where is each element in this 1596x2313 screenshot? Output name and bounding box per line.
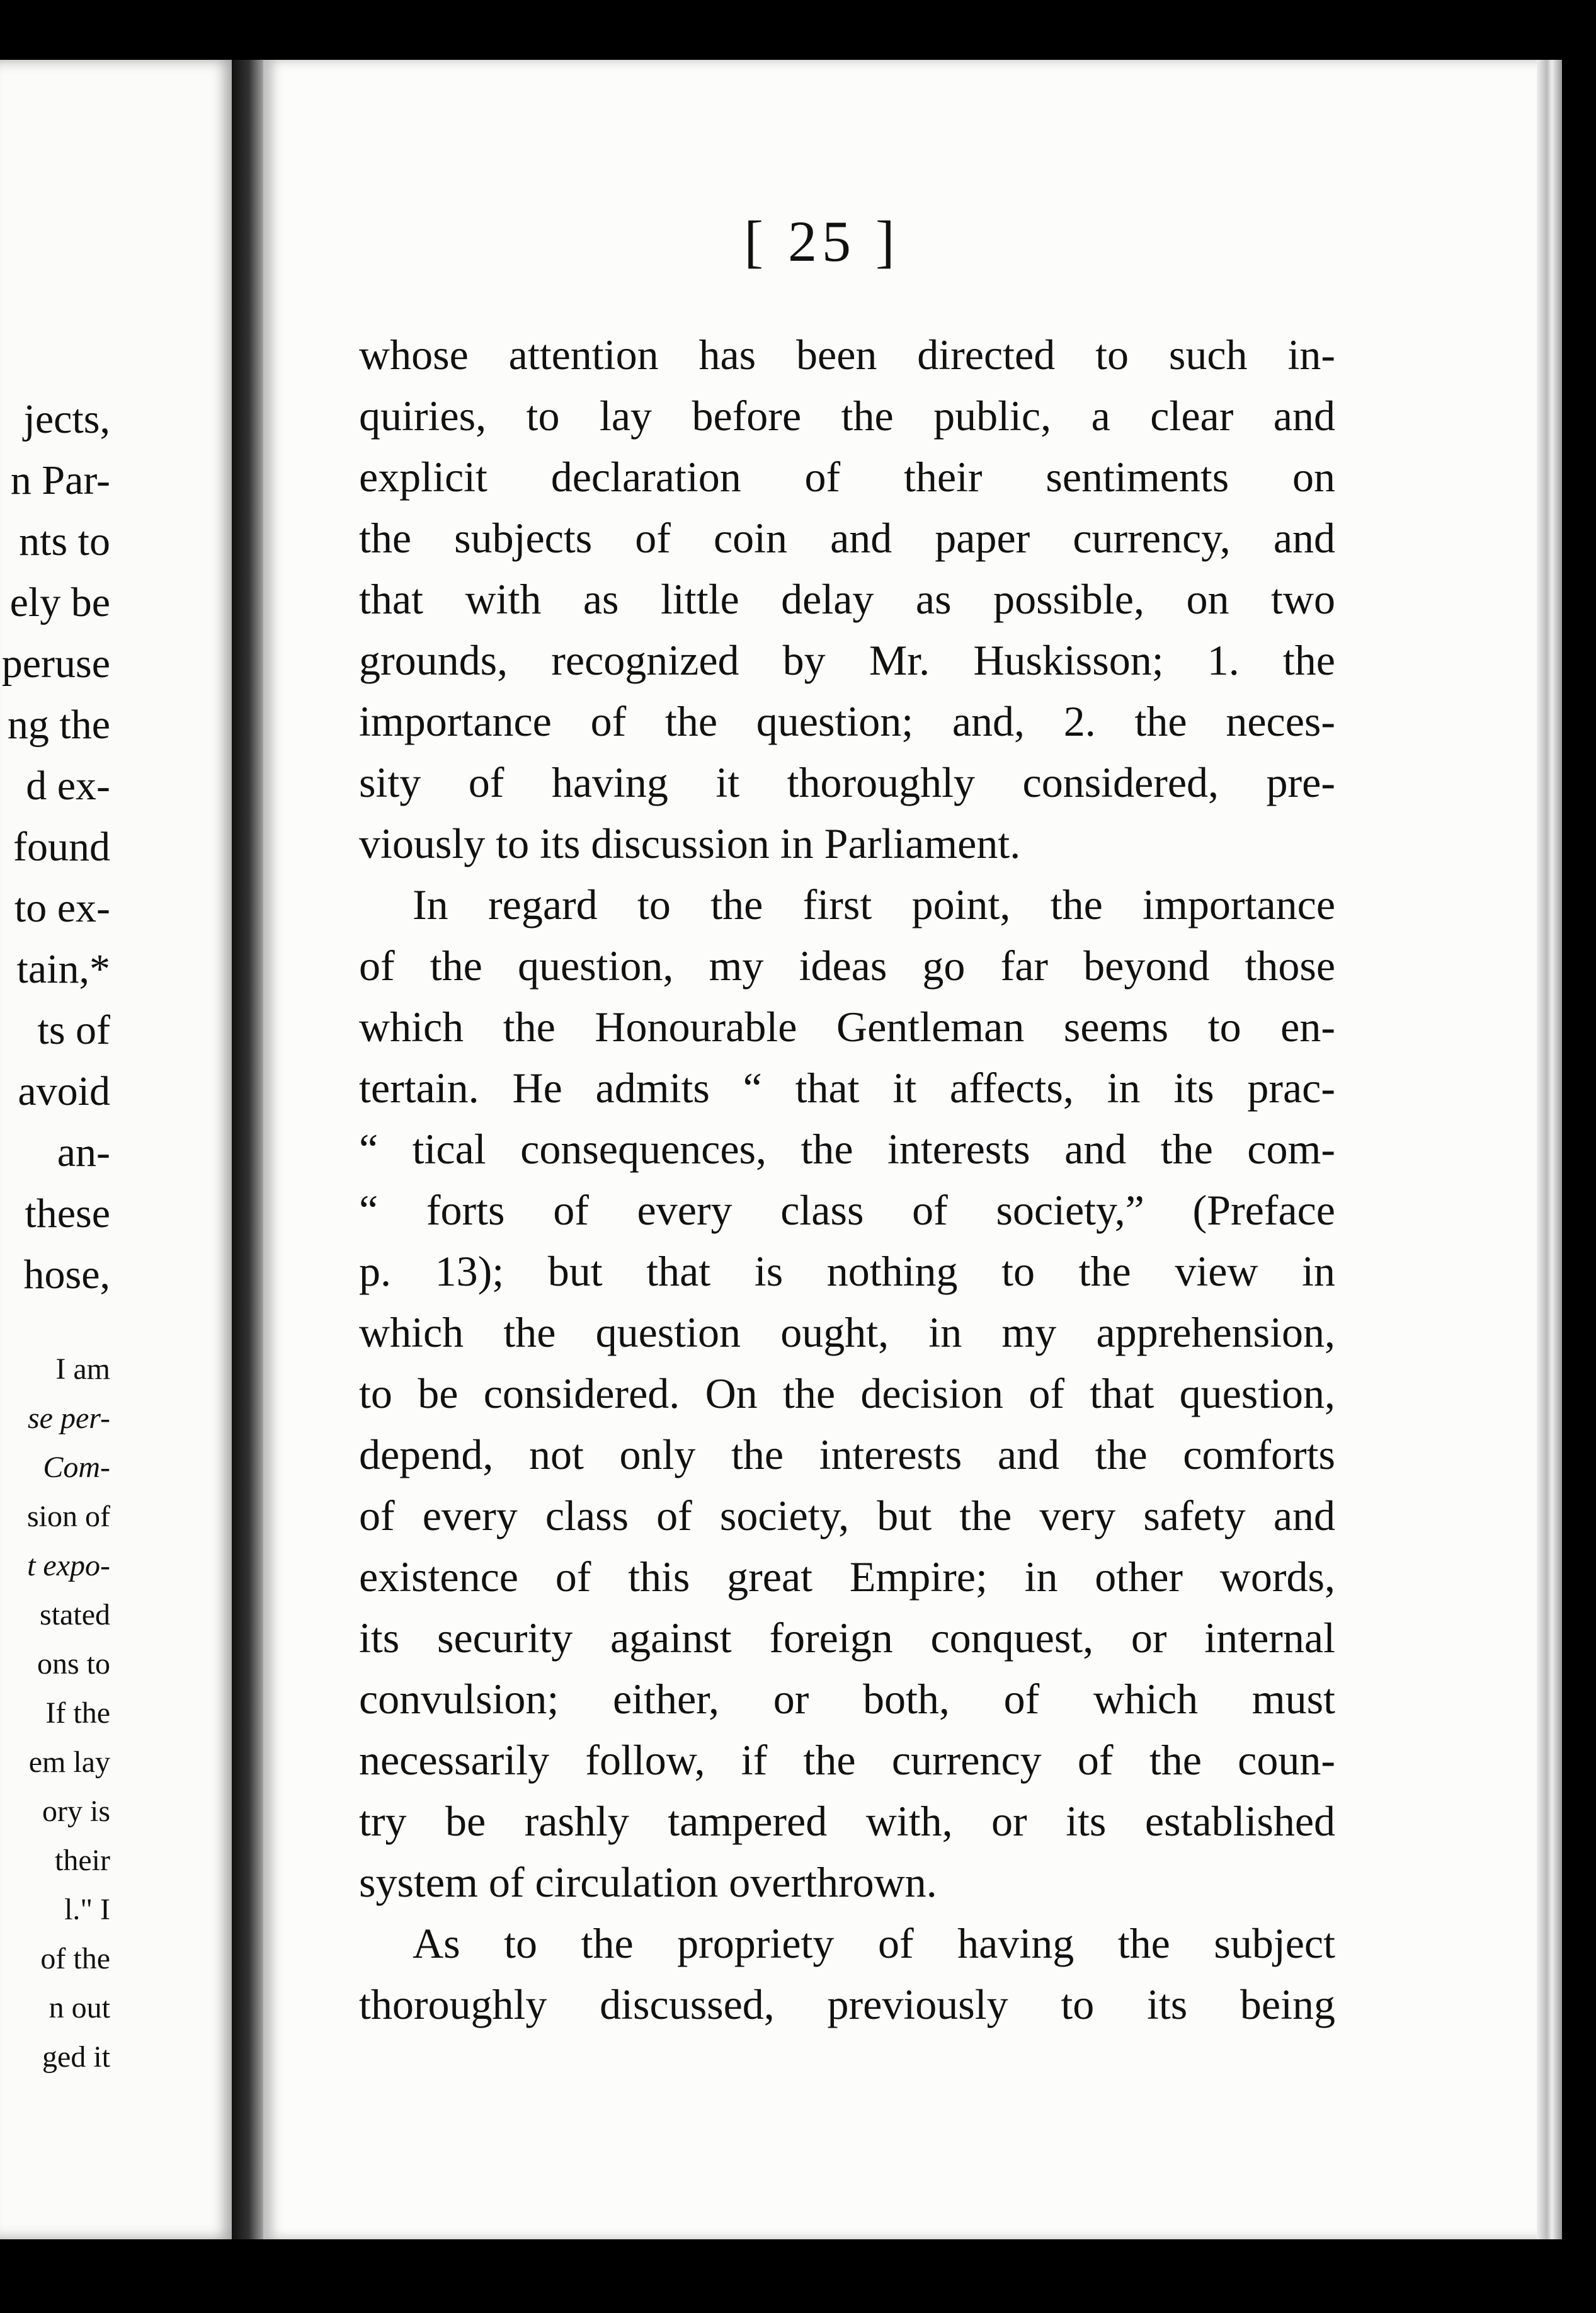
left-note-line: stated: [40, 1598, 110, 1631]
left-line: these: [25, 1191, 110, 1236]
left-note-line: se per-: [28, 1402, 110, 1435]
left-line: ts of: [37, 1007, 110, 1053]
left-line: found: [13, 824, 110, 870]
left-line: ng the: [7, 702, 110, 748]
text-line: As to the propriety of having the subject: [413, 1919, 1335, 1967]
left-line: avoid: [18, 1068, 110, 1114]
left-line: jects,: [23, 396, 110, 442]
left-note-line: ons to: [37, 1647, 110, 1681]
text-line: In regard to the first point, the importance: [413, 881, 1335, 928]
text-line: of the question, my ideas go far beyond those: [359, 942, 1335, 990]
text-line: grounds, recognized by Mr. Huskisson; 1. the: [359, 636, 1335, 684]
text-line: which the question ought, in my apprehension,: [359, 1308, 1335, 1356]
left-note-line: t expo-: [27, 1549, 110, 1582]
text-line: viously to its discussion in Parliament.: [359, 820, 1021, 867]
left-page-body: [0, 389, 110, 1305]
paragraph: [359, 324, 1335, 874]
left-line: to ex-: [14, 885, 110, 931]
text-line: whose attention has been directed to such in-: [359, 331, 1335, 379]
text-line: p. 13); but that is nothing to the view in: [359, 1247, 1335, 1295]
text-line: convulsion; either, or both, of which must: [359, 1675, 1335, 1723]
text-line: sity of having it thoroughly considered, pre-: [359, 758, 1335, 806]
text-line: which the Honourable Gentleman seems to en-: [359, 1003, 1335, 1051]
left-line: hose,: [23, 1252, 110, 1298]
left-note-line: ged it: [42, 2040, 110, 2074]
text-line: of every class of society, but the very safety and: [359, 1492, 1335, 1539]
text-line: “ forts of every class of society,” (Preface: [359, 1186, 1335, 1234]
left-line: tain,*: [16, 946, 110, 992]
body-text: [359, 324, 1335, 2035]
text-line: existence of this great Empire; in other words,: [359, 1553, 1335, 1601]
page-edge: [1537, 60, 1562, 2239]
text-line: quiries, to lay before the public, a clear and: [359, 392, 1335, 440]
left-note-line: l." I: [64, 1893, 110, 1926]
text-line: that with as little delay as possible, on two: [359, 575, 1335, 623]
left-note-line: of the: [40, 1942, 110, 1975]
left-line: peruse: [1, 641, 110, 687]
left-line: n Par-: [10, 457, 110, 503]
left-line: d ex-: [26, 763, 110, 809]
left-page-fragment: [0, 60, 236, 2239]
text-line: importance of the question; and, 2. the neces-: [359, 697, 1335, 745]
text-line: the subjects of coin and paper currency, and: [359, 514, 1335, 562]
left-note-line: I am: [55, 1352, 110, 1386]
text-line: tertain. He admits “ that it affects, in its prac-: [359, 1064, 1335, 1112]
text-line: try be rashly tampered with, or its established: [359, 1797, 1335, 1845]
text-line: thoroughly discussed, previously to its being: [359, 1980, 1335, 2028]
text-line: necessarily follow, if the currency of the coun-: [359, 1736, 1335, 1784]
text-line: depend, not only the interests and the comforts: [359, 1431, 1335, 1478]
text-line: explicit declaration of their sentiments on: [359, 453, 1335, 501]
left-line: nts to: [19, 518, 110, 564]
left-page-footnote: [0, 1345, 110, 2082]
paragraph: [359, 874, 1335, 1913]
left-note-line: ory is: [42, 1795, 110, 1828]
text-line: its security against foreign conquest, or internal: [359, 1614, 1335, 1662]
left-line: an-: [57, 1129, 110, 1175]
left-note-line: em lay: [28, 1745, 110, 1779]
left-note-line: their: [55, 1844, 110, 1877]
page-number: [ 25 ]: [744, 209, 900, 273]
left-line: ely be: [9, 580, 110, 625]
left-note-line: sion of: [27, 1500, 110, 1533]
left-note-line: Com-: [43, 1451, 110, 1484]
paragraph: [359, 1913, 1335, 2035]
left-note-line: If the: [45, 1696, 110, 1730]
text-line: to be considered. On the decision of that question,: [359, 1369, 1335, 1417]
text-line: system of circulation overthrown.: [359, 1858, 937, 1906]
left-note-line: n out: [48, 1991, 110, 2025]
text-line: “ tical consequences, the interests and the com-: [359, 1125, 1335, 1173]
